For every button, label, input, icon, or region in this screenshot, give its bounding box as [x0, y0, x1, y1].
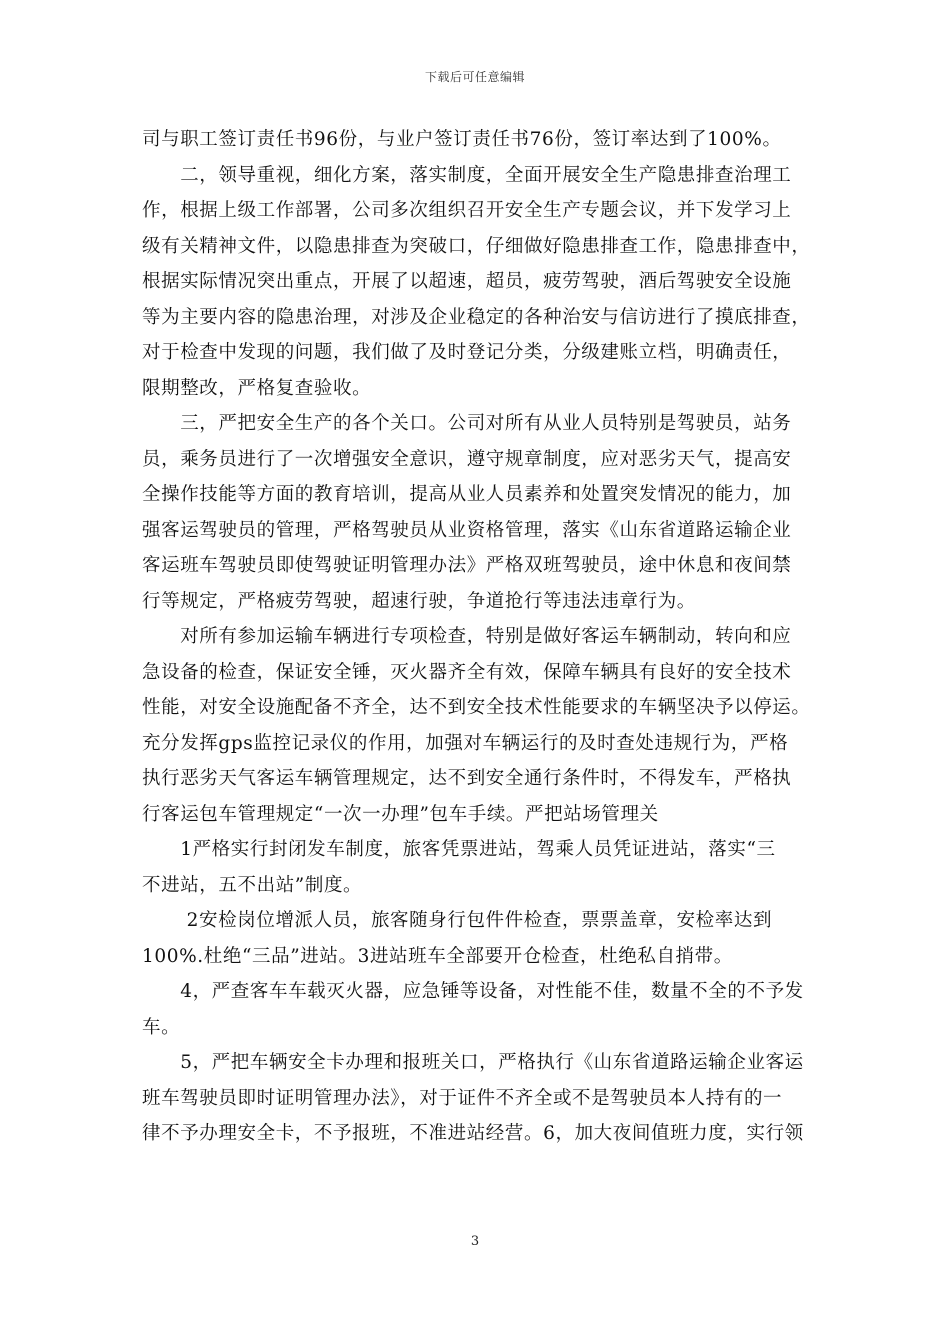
- text-line: 不进站，五不出站”制度。: [142, 874, 363, 896]
- text-line: 员，乘务员进行了一次增强安全意识，遵守规章制度，应对恶劣天气，提高安: [142, 448, 792, 470]
- text-line: 车。: [142, 1016, 181, 1038]
- text-line: 客运班车驾驶员即使驾驶证明管理办法》严格双班驾驶员，途中休息和夜间禁: [142, 555, 792, 576]
- text-line: 性能，对安全设施配备不齐全，达不到安全技术性能要求的车辆坚决予以停运。: [142, 697, 811, 718]
- text-line: 执行恶劣天气客运车辆管理规定，达不到安全通行条件时，不得发车，严格执: [142, 768, 792, 789]
- page-header-note: 下载后可任意编辑: [424, 70, 525, 84]
- text-line: 2安检岗位增派人员，旅客随身行包件件检查，票票盖章，安检率达到: [142, 910, 773, 931]
- text-line: 班车驾驶员即时证明管理办法》，对于证件不齐全或不是驾驶员本人持有的一: [142, 1087, 783, 1109]
- text-line: 100%.杜绝“三品”进站。3进站班车全部要开仓检查，杜绝私自捎带。: [142, 945, 733, 967]
- page-number: 3: [470, 1234, 480, 1249]
- text-line: 根据实际情况突出重点，开展了以超速，超员，疲劳驾驶，酒后驾驶安全设施: [142, 271, 792, 292]
- text-line: 行等规定，严格疲劳驾驶，超速行驶，争道抢行等违法违章行为。: [142, 590, 696, 612]
- text-line: 律不予办理安全卡，不予报班，不准进站经营。6，加大夜间值班力度，实行领: [142, 1123, 804, 1144]
- text-line: 行客运包车管理规定“一次一办理”包车手续。严把站场管理关: [142, 803, 659, 825]
- text-line: 急设备的检查，保证安全锤，灭火器齐全有效，保障车辆具有良好的安全技术: [142, 661, 792, 683]
- text-line: 对于检查中发现的问题，我们做了及时登记分类，分级建账立档，明确责任，: [142, 342, 792, 363]
- text-line: 级有关精神文件，以隐患排查为突破口，仔细做好隐患排查工作，隐患排查中，: [142, 235, 811, 257]
- body-text: [142, 122, 812, 1152]
- text-line: 对所有参加运输车辆进行专项检查，特别是做好客运车辆制动，转向和应: [142, 626, 792, 647]
- text-line: 限期整改，严格复查验收。: [142, 377, 372, 399]
- text-line: 5，严把车辆安全卡办理和报班关口，严格执行《山东省道路运输企业客运: [142, 1052, 804, 1073]
- text-line: 1严格实行封闭发车制度，旅客凭票进站，驾乘人员凭证进站，落实“三: [142, 839, 776, 860]
- text-line: 作，根据上级工作部署，公司多次组织召开安全生产专题会议，并下发学习上: [142, 200, 792, 221]
- text-line: 充分发挥gps监控记录仪的作用，加强对车辆运行的及时查处违规行为，严格: [142, 732, 789, 754]
- text-line: 司与职工签订责任书96份，与业户签订责任书76份，签订率达到了100%。: [142, 129, 782, 150]
- text-line: 强客运驾驶员的管理，严格驾驶员从业资格管理，落实《山东省道路运输企业: [142, 519, 792, 541]
- text-line: 全操作技能等方面的教育培训，提高从业人员素养和处置突发情况的能力，加: [142, 484, 792, 505]
- text-line: 4，严查客车车载灭火器，应急锤等设备，对性能不佳，数量不全的不予发: [142, 981, 804, 1002]
- text-line: 三，严把安全生产的各个关口。公司对所有从业人员特别是驾驶员，站务: [142, 413, 792, 434]
- text-line: 等为主要内容的隐患治理，对涉及企业稳定的各种治安与信访进行了摸底排查，: [142, 306, 811, 328]
- text-line: 二，领导重视，细化方案，落实制度，全面开展安全生产隐患排查治理工: [142, 164, 792, 186]
